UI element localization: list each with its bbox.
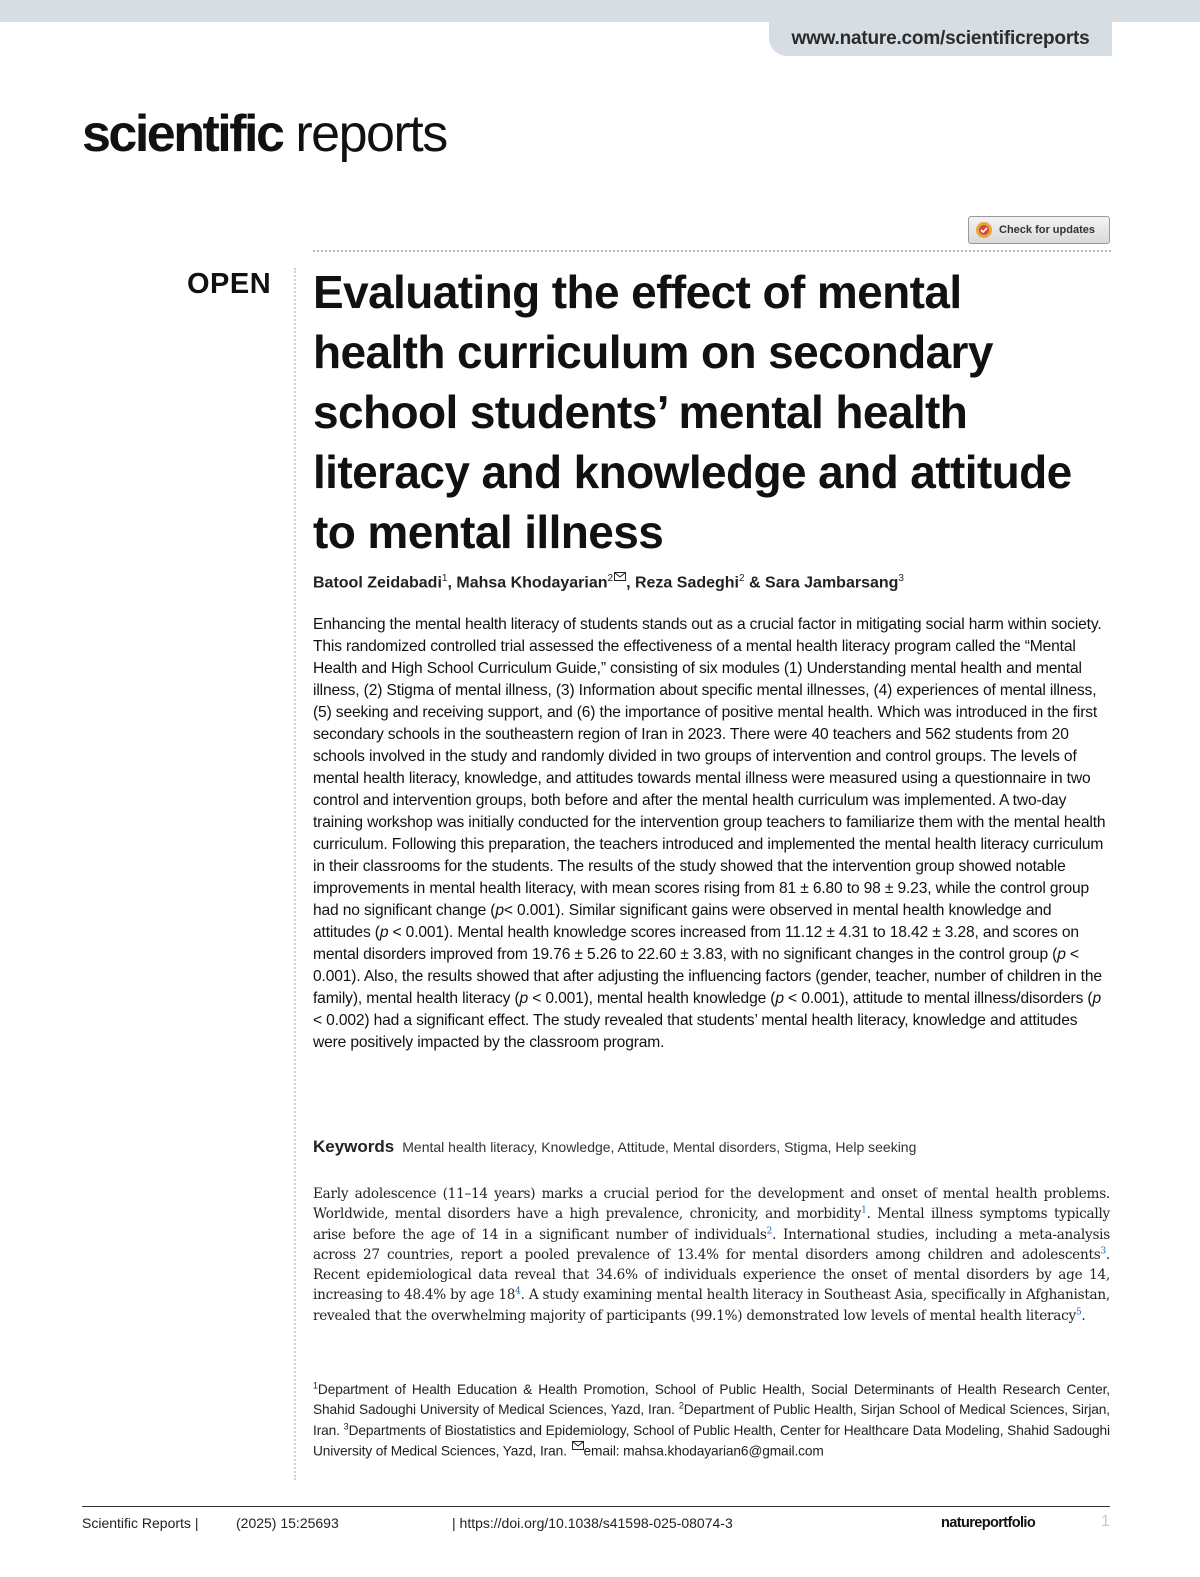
top-banner [0,0,1200,22]
article-title: Evaluating the effect of mental health curriculum on secondary school students’ mental health literacy and knowledge and attitude to mental illness [313,266,1072,558]
affiliation-number: 1 [313,1380,318,1391]
journal-logo[interactable] [82,104,447,164]
p-value-symbol: p [379,924,389,941]
author-list [313,572,1113,592]
footer-divider [82,1506,1110,1507]
abstract-text: < 0.001), mental health knowledge ( [528,990,776,1007]
author-name[interactable]: Mahsa Khodayarian [456,574,608,592]
abstract-text: < 0.001). Also, the results showed that after adjusting the influencing factors (gender, teacher, number of children in the family), mental health literacy ( [313,946,1102,1007]
abstract-text: < 0.002) had a significant effect. The study revealed that students’ mental health literacy, knowledge and attitudes were positively impacted by the classroom program. [313,1012,1078,1051]
author-name[interactable]: Sara Jambarsang [765,574,899,592]
body-text: . A study examining mental health literacy in Southeast Asia, specifically in Afghanistan, revealed that the overwhelming majority of participants (99.1%) demonstrated low levels of mental health literacy [313,1287,1110,1324]
affiliation-text: Department of Health Education & Health Promotion, School of Public Health, Social Determinants of Health Research Center, Shahid Sadoughi University of Medical Sciences, Yazd, Iran. [313,1382,1110,1418]
check-for-updates-button[interactable] [968,216,1110,244]
check-for-updates-label: Check for updates [999,224,1095,236]
keywords-heading: Keywords [313,1137,395,1156]
email-link[interactable]: mahsa.khodayarian6@gmail.com [623,1443,824,1459]
author-separator: & [744,574,766,592]
p-value-symbol: p [519,990,529,1007]
email-label: email: [583,1443,624,1459]
abstract [313,614,1113,1054]
affiliation-text: Department of Public Health, Sirjan School of Medical Sciences, Sirjan, Iran. [313,1402,1110,1438]
journal-logo-bold: scientific [82,105,283,163]
citation-link[interactable]: 5 [1075,1307,1082,1318]
author-separator: , [626,574,635,592]
affiliation-number: 3 [343,1421,349,1432]
p-value-symbol: p [775,990,784,1007]
citation-link[interactable]: 3 [1100,1246,1106,1257]
body-text: . [1081,1307,1086,1324]
keywords [313,1137,1113,1157]
citation-link[interactable]: 1 [861,1205,867,1216]
journal-logo-light: reports [282,105,447,163]
p-value-symbol: p [495,902,504,919]
body-text: . Recent epidemiological data reveal that 34.6% of individuals experience the onset of mental disorders by age 14, increasing to 48.4% by age 18 [313,1246,1110,1304]
margin-rule [294,268,296,1480]
body-text: . International studies, including a meta-analysis across 27 countries, report a pooled prevalence of 13.4% for mental disorders among children and adolescents [313,1226,1110,1263]
footer-journal: Scientific Reports | [82,1515,199,1531]
author-affiliation-sup: 1 [441,573,448,584]
header-divider [313,250,1111,252]
author-affiliation-sup: 2 [739,573,745,584]
body-text: Early adolescence (11–14 years) marks a crucial period for the development and onset of mental health problems. Worldwide, mental disorders have a high prevalence, chronicity, and morbidity [313,1186,1110,1223]
keywords-list: Mental health literacy, Knowledge, Attitude, Mental disorders, Stigma, Help seeking [402,1139,917,1155]
journal-url[interactable]: www.nature.com/scientificreports [769,22,1112,56]
abstract-text: < 0.001), attitude to mental illness/disorders ( [783,990,1093,1007]
affiliations [313,1380,1110,1462]
affiliation-number: 2 [678,1400,684,1411]
open-access-label: OPEN [187,268,272,300]
author-affiliation-sup: 3 [898,573,904,584]
footer-volume: (2025) 15:25693 [236,1515,339,1531]
envelope-icon [572,1441,584,1450]
author-affiliation-sup: 2 [607,573,614,584]
author-name[interactable]: Batool Zeidabadi [313,574,442,592]
abstract-text: Enhancing the mental health literacy of students stands out as a crucial factor in mitigating social harm within society. This randomized controlled trial assessed the effectiveness of a mental health literacy program called the “Mental Health and High School Curriculum Guide,” consisting of six modules (1) Understanding mental health and mental illness, (2) Stigma of mental illness, (3) Information about specific mental illnesses, (4) experiences of mental illness, (5) seeking and receiving support, and (6) the importance of positive mental health. Which was introduced in the first secondary schools in the southeastern region of Iran in 2023. There were 40 teachers and 562 students from 20 schools involved in the study and randomly divided in two groups of intervention and control groups. The levels of mental health literacy, knowledge, and attitudes towards mental illness were measured using a questionnaire in two control and intervention groups, both before and after the mental health curriculum was implemented. A two-day training workshop was initially conducted for the intervention group teachers to familiarize them with the mental health curriculum. Following this preparation, the teachers introduced and implemented the mental health literacy curriculum in their classrooms for the students. The results of the study showed that the intervention group showed notable improvements in mental health literacy, with mean scores rising from 81 ± 6.80 to 98 ± 9.23, while the control group had no significant change ( [313,616,1106,919]
envelope-icon[interactable] [614,572,626,581]
p-value-symbol: p [1057,946,1066,963]
citation-link[interactable]: 2 [766,1226,773,1237]
introduction-paragraph [313,1184,1110,1326]
p-value-symbol: p [1092,990,1101,1007]
citation-link[interactable]: 4 [515,1286,521,1297]
abstract-text: < 0.001). Mental health knowledge scores increased from 11.12 ± 4.31 to 18.42 ± 3.28, and scores on mental disorders improved from 19.76 ± 5.26 to 22.60 ± 3.83, with no significant changes in the control group ( [313,924,1079,963]
author-name[interactable]: Reza Sadeghi [634,574,739,592]
page-number: 1 [1101,1513,1110,1530]
publisher-logo[interactable]: natureportfolio [941,1515,1036,1531]
footer-doi-link[interactable]: | https://doi.org/10.1038/s41598-025-08074-3 [452,1515,733,1531]
check-for-updates-icon [975,221,993,239]
affiliation-text: Departments of Biostatistics and Epidemiology, School of Public Health, Center for Healthcare Data Modeling, Shahid Sadoughi University of Medical Sciences, Yazd, Iran. [313,1422,1111,1459]
author-separator: , [447,574,457,592]
body-text: . Mental illness symptoms typically arise before the age of 14 in a significant number of individuals [313,1206,1110,1243]
abstract-text: < 0.001). Similar significant gains were observed in mental health knowledge and attitudes ( [313,902,1052,941]
